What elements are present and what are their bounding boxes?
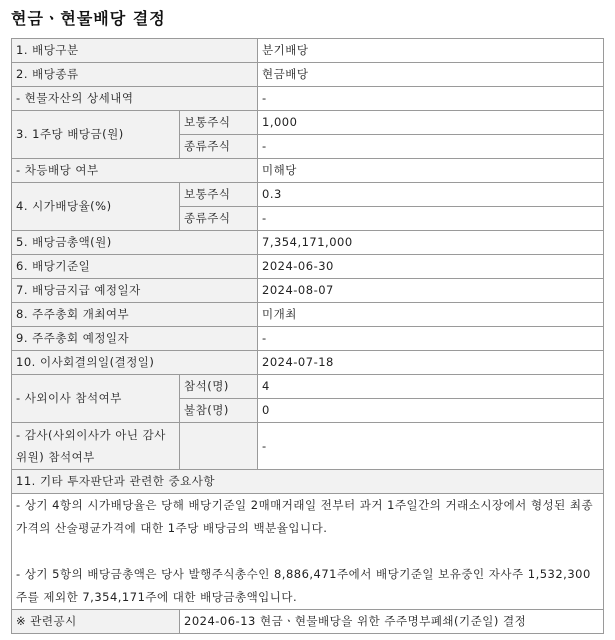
total-dividend-label: 5. 배당금총액(원) [12, 231, 258, 255]
dps-label: 3. 1주당 배당금(원) [12, 111, 180, 159]
table-row [12, 470, 604, 494]
attended-value: 4 [258, 375, 604, 399]
note-total: - 상기 5항의 배당금총액은 당사 발행주식총수인 8,886,471주에서 배당기준일 보유중인 자사주 1,532,300주를 제외한 7,354,171주에 대한 배당금총액입니다. [16, 567, 591, 604]
table-row [12, 303, 604, 327]
yield-common-label: 보통주식 [180, 183, 258, 207]
dps-preferred-label: 종류주식 [180, 135, 258, 159]
related-disclosure-value: 2024-06-13 현금ㆍ현물배당을 위한 주주명부폐쇄(기준일) 결정 [180, 610, 604, 634]
yield-label: 4. 시가배당율(%) [12, 183, 180, 231]
dps-common-label: 보통주식 [180, 111, 258, 135]
board-resolution-date-value: 2024-07-18 [258, 351, 604, 375]
table-row [12, 494, 604, 610]
payment-date-label: 7. 배당금지급 예정일자 [12, 279, 258, 303]
record-date-value: 2024-06-30 [258, 255, 604, 279]
auditor-attendance-label: - 감사(사외이사가 아닌 감사위원) 참석여부 [12, 423, 180, 470]
in-kind-detail-value: - [258, 87, 604, 111]
table-row [12, 183, 604, 207]
attended-label: 참석(명) [180, 375, 258, 399]
table-row [12, 39, 604, 63]
dividend-type-value: 분기배당 [258, 39, 604, 63]
note-yield: - 상기 4항의 시가배당율은 당해 배당기준일 2매매거래일 전부터 과거 1주일간의 거래소시장에서 형성된 최종가격의 산술평균가격에 대한 1주당 배당금의 백분율입니다. [16, 498, 594, 535]
dividend-kind-label: 2. 배당종류 [12, 63, 258, 87]
absent-value: 0 [258, 399, 604, 423]
total-dividend-value: 7,354,171,000 [258, 231, 604, 255]
table-row [12, 375, 604, 399]
table-row [12, 231, 604, 255]
page-title: 현금ㆍ현물배당 결정 [11, 9, 166, 28]
dps-common-value: 1,000 [258, 111, 604, 135]
in-kind-detail-label: - 현물자산의 상세내역 [12, 87, 258, 111]
yield-common-value: 0.3 [258, 183, 604, 207]
related-disclosure-label: ※ 관련공시 [12, 610, 180, 634]
payment-date-value: 2024-08-07 [258, 279, 604, 303]
other-matters-label: 11. 기타 투자판단과 관련한 중요사항 [12, 470, 604, 494]
table-row [12, 63, 604, 87]
agm-held-label: 8. 주주총회 개최여부 [12, 303, 258, 327]
other-matters-notes [12, 494, 604, 610]
yield-preferred-value: - [258, 207, 604, 231]
dividend-kind-value: 현금배당 [258, 63, 604, 87]
agm-date-label: 9. 주주총회 예정일자 [12, 327, 258, 351]
table-row [12, 351, 604, 375]
board-resolution-date-label: 10. 이사회결의일(결정일) [12, 351, 258, 375]
table-row [12, 87, 604, 111]
dividend-type-label: 1. 배당구분 [12, 39, 258, 63]
table-row [12, 111, 604, 135]
outside-directors-label: - 사외이사 참석여부 [12, 375, 180, 423]
differential-dividend-label: - 차등배당 여부 [12, 159, 258, 183]
differential-dividend-value: 미해당 [258, 159, 604, 183]
disclosure-table [11, 38, 604, 634]
table-row [12, 255, 604, 279]
yield-preferred-label: 종류주식 [180, 207, 258, 231]
dps-preferred-value: - [258, 135, 604, 159]
absent-label: 불참(명) [180, 399, 258, 423]
table-row [12, 279, 604, 303]
table-row [12, 423, 604, 470]
table-row [12, 159, 604, 183]
auditor-attendance-value: - [258, 423, 604, 470]
table-row [12, 327, 604, 351]
agm-held-value: 미개최 [258, 303, 604, 327]
table-row [12, 610, 604, 634]
record-date-label: 6. 배당기준일 [12, 255, 258, 279]
agm-date-value: - [258, 327, 604, 351]
